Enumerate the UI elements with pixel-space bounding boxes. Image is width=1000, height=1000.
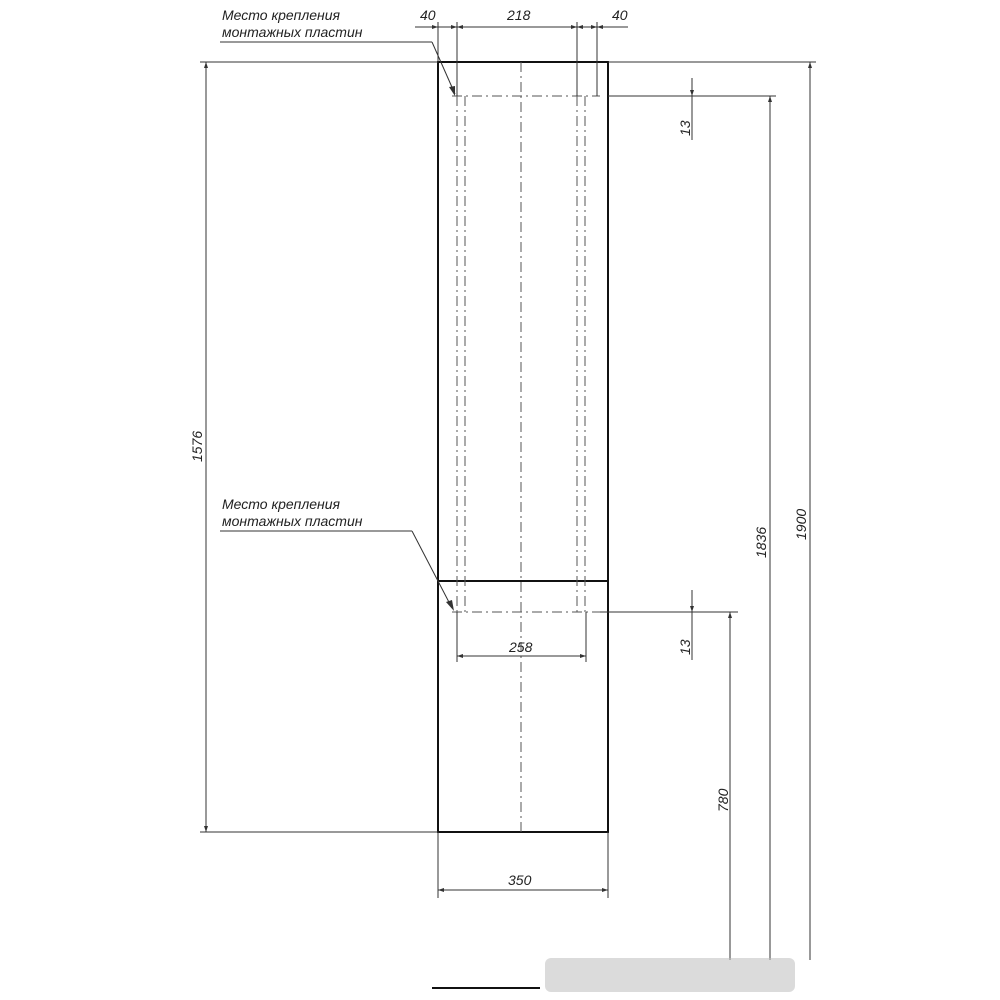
dim-top-right: 40 (612, 7, 628, 23)
mounting-note-middle (220, 496, 454, 611)
height-1576-dimension (189, 62, 438, 832)
dim-lower-gap: 13 (677, 639, 693, 655)
dim-inner-width: 258 (509, 639, 533, 655)
dim-height-1836: 1836 (753, 526, 769, 558)
mounting-rails (452, 96, 600, 612)
total-width-dimension (438, 832, 608, 898)
height-1836-dimension (700, 96, 776, 960)
height-1900-dimension (608, 62, 816, 960)
height-780-dimension (715, 612, 732, 960)
dim-top-left: 40 (420, 7, 436, 23)
dim-total-width: 350 (508, 872, 532, 888)
dim-top-center: 218 (507, 7, 531, 23)
cabinet-outline (438, 62, 608, 832)
dim-height-1900: 1900 (793, 508, 809, 540)
note-middle-line2: монтажных пластин (222, 513, 363, 529)
upper-gap-dimension (608, 78, 700, 140)
note-middle-line1: Место крепления (222, 496, 341, 512)
note-top-line1: Место крепления (222, 7, 341, 23)
dim-upper-gap: 13 (677, 120, 693, 136)
dim-height-1576: 1576 (189, 430, 205, 462)
watermark (545, 958, 795, 992)
note-top-line2: монтажных пластин (222, 24, 363, 40)
lower-gap-dimension (600, 590, 738, 660)
dim-height-780: 780 (715, 788, 731, 812)
